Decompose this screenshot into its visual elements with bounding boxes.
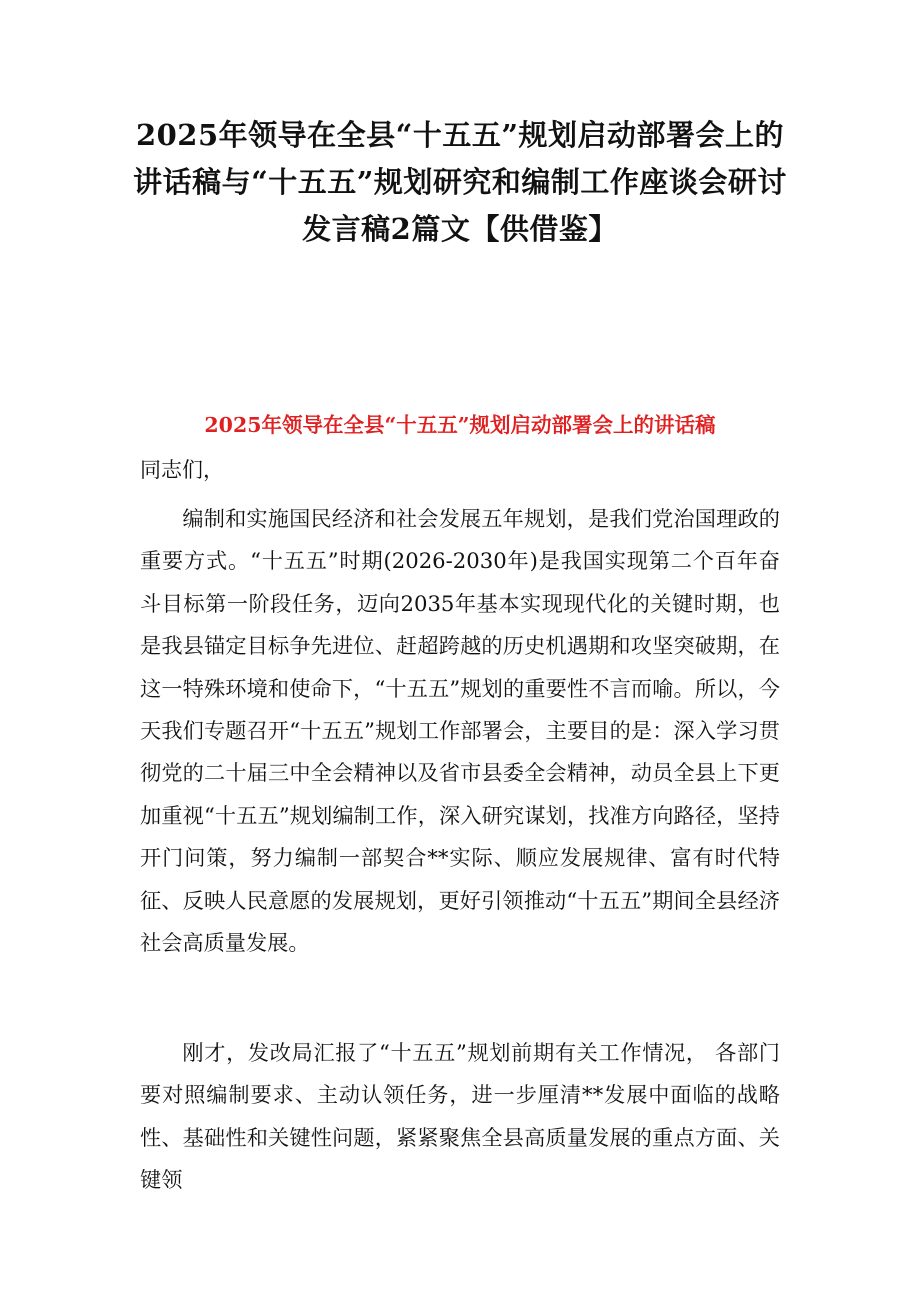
salutation: 同志们， [140, 458, 224, 482]
body-paragraph: 刚才，发改局汇报了“十五五”规划前期有关工作情况， 各部门要对照编制要求、主动认领任务，进一步厘清**发展中面临的战略性、基础性和关键性问题，紧紧聚焦全县高质量发展的重点方面、关键领 [140, 1040, 780, 1193]
section-heading: 2025年领导在全县“十五五”规划启动部署会上的讲话稿 [204, 413, 716, 437]
body-paragraph: 编制和实施国民经济和社会发展五年规划，是我们党治国理政的重要方式。“十五五”时期(2026-2030年)是我国实现第二个百年奋斗目标第一阶段任务，迈向2035年基本实现现代化的关键时期，也是我县锚定目标争先进位、赶超跨越的历史机遇期和攻坚突破期，在这一特殊环境和使命下，“十五五”规划的重要性不言而喻。所以，今天我们专题召开“十五五”规划工作部署会，主要目的是：深入学习贯彻党的二十届三中全会精神以及省市县委全会精神，动员全县上下更加重视“十五五”规划编制工作，深入研究谋划，找准方向路径，坚持开门问策，努力编制一部契合**实际、顺应发展规律、富有时代特征、反映人民意愿的发展规划，更好引领推动“十五五”期间全县经济社会高质量发展。 [140, 506, 780, 956]
document-title: 2025年领导在全县“十五五”规划启动部署会上的讲话稿与“十五五”规划研究和编制工作座谈会研讨发言稿2篇文【供借鉴】 [133, 118, 787, 246]
